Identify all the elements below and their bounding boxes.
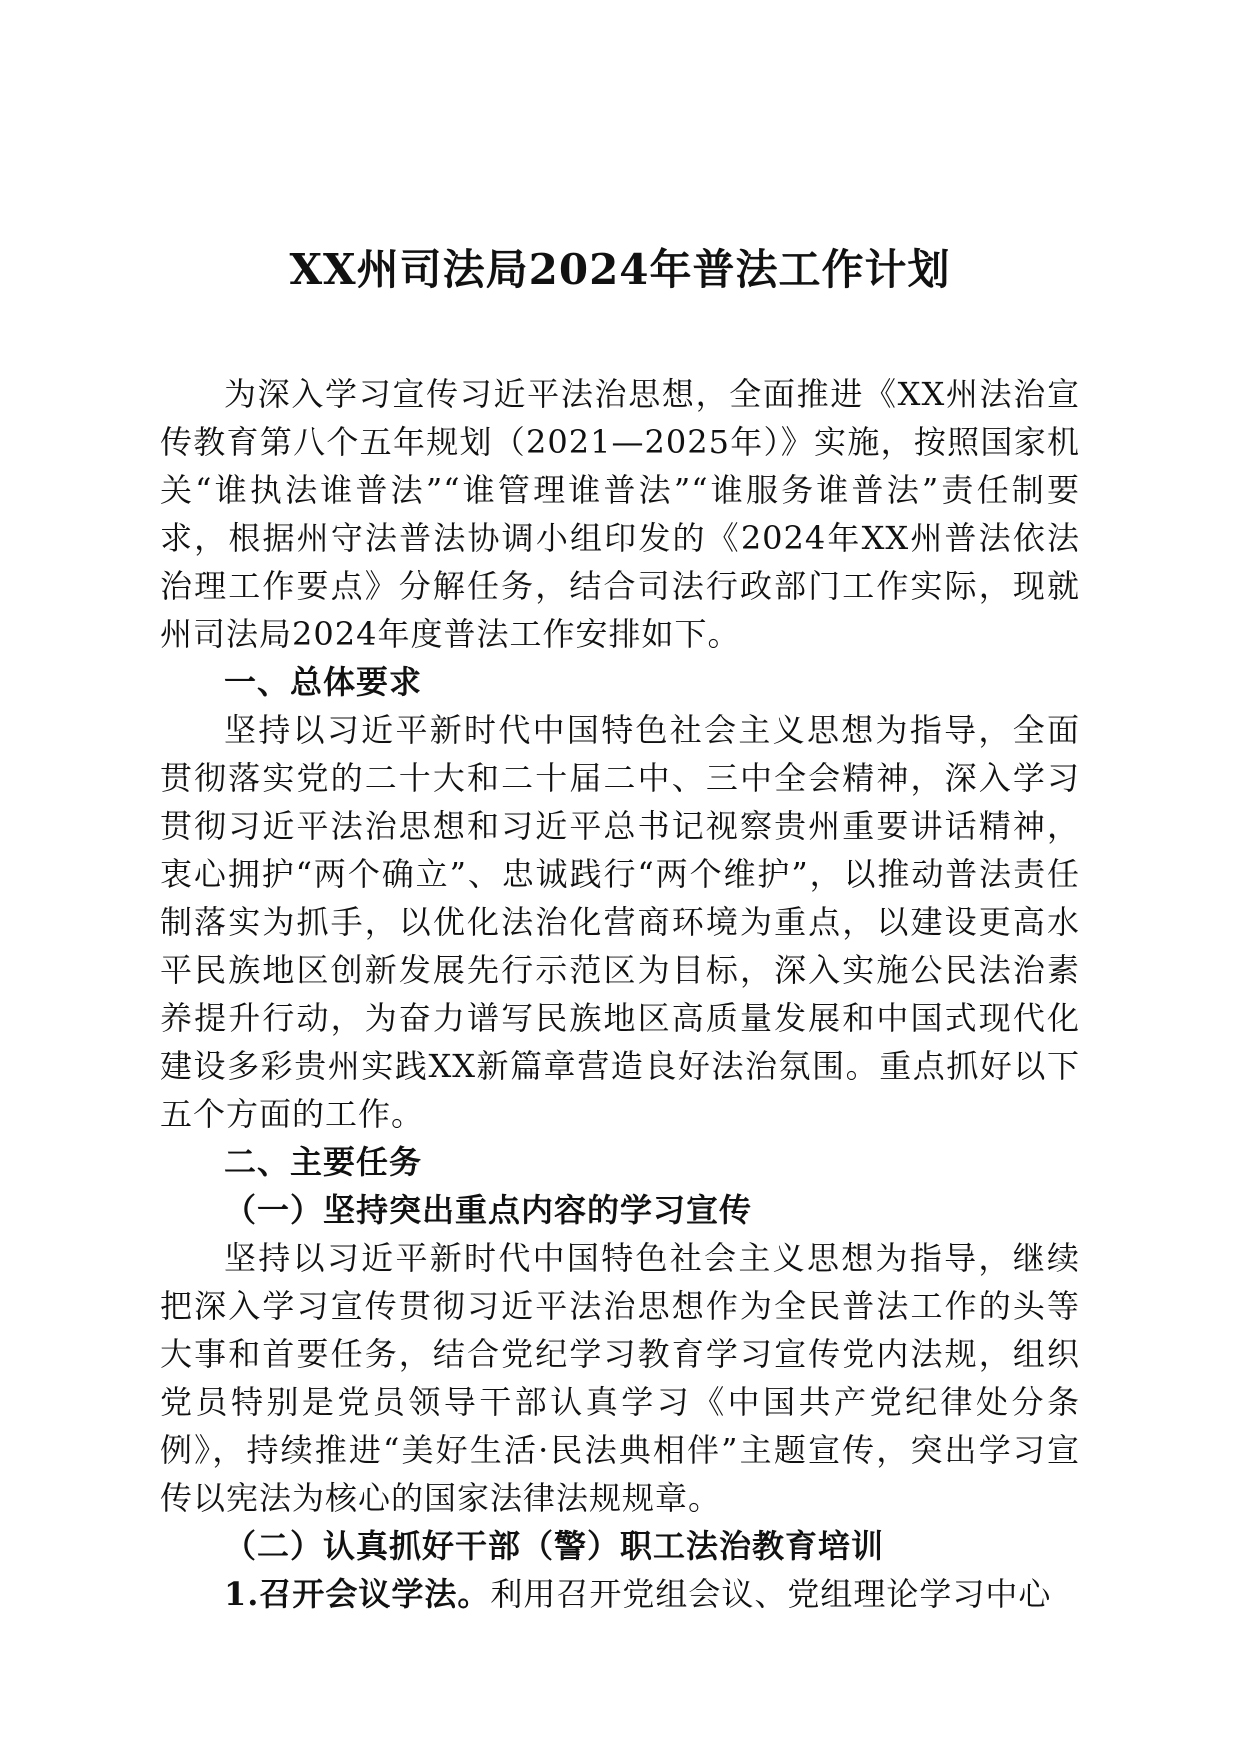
intro-paragraph: 为深入学习宣传习近平法治思想，全面推进《XX州法治宣传教育第八个五年规划（2021—2025年）》实施，按照国家机关“谁执法谁普法”“谁管理谁普法”“谁服务谁普法”责任制要求，根据州守法普法协调小组印发的《2024年XX州普法依法治理工作要点》分解任务，结合司法行政部门工作实际，现就州司法局2024年度普法工作安排如下。 xyxy=(160,375,1080,653)
section-heading-main-tasks: 二、主要任务 xyxy=(224,1143,423,1181)
item-1-paragraph xyxy=(160,1570,1080,1618)
general-requirements-paragraph: 坚持以习近平新时代中国特色社会主义思想为指导，全面贯彻落实党的二十大和二十届二中、三中全会精神，深入学习贯彻习近平法治思想和习近平总书记视察贵州重要讲话精神，衷心拥护“两个确立”、忠诚践行“两个维护”，以推动普法责任制落实为抓手，以优化法治化营商环境为重点，以建设更高水平民族地区创新发展先行示范区为目标，深入实施公民法治素养提升行动，为奋力谱写民族地区高质量发展和中国式现代化建设多彩贵州实践XX新篇章营造良好法治氛围。重点抓好以下五个方面的工作。 xyxy=(160,711,1080,1133)
document-title: XX州司法局2024年普法工作计划 xyxy=(289,245,951,294)
subsection-1-paragraph: 坚持以习近平新时代中国特色社会主义思想为指导，继续把深入学习宣传贯彻习近平法治思想作为全民普法工作的头等大事和首要任务，结合党纪学习教育学习宣传党内法规，组织党员特别是党员领导干部认真学习《中国共产党纪律处分条例》，持续推进“美好生活·民法典相伴”主题宣传，突出学习宣传以宪法为核心的国家法律法规规章。 xyxy=(160,1239,1080,1517)
section-heading-general-requirements: 一、总体要求 xyxy=(224,663,423,701)
item-1-lead: 1.召开会议学法。 xyxy=(224,1575,491,1613)
subsection-heading-2: （二）认真抓好干部（警）职工法治教育培训 xyxy=(224,1527,885,1565)
item-1-body: 利用召开党组会议、党组理论学习中心 xyxy=(490,1575,1052,1613)
document-page xyxy=(160,240,1080,1618)
subsection-heading-1: （一）坚持突出重点内容的学习宣传 xyxy=(224,1191,753,1229)
